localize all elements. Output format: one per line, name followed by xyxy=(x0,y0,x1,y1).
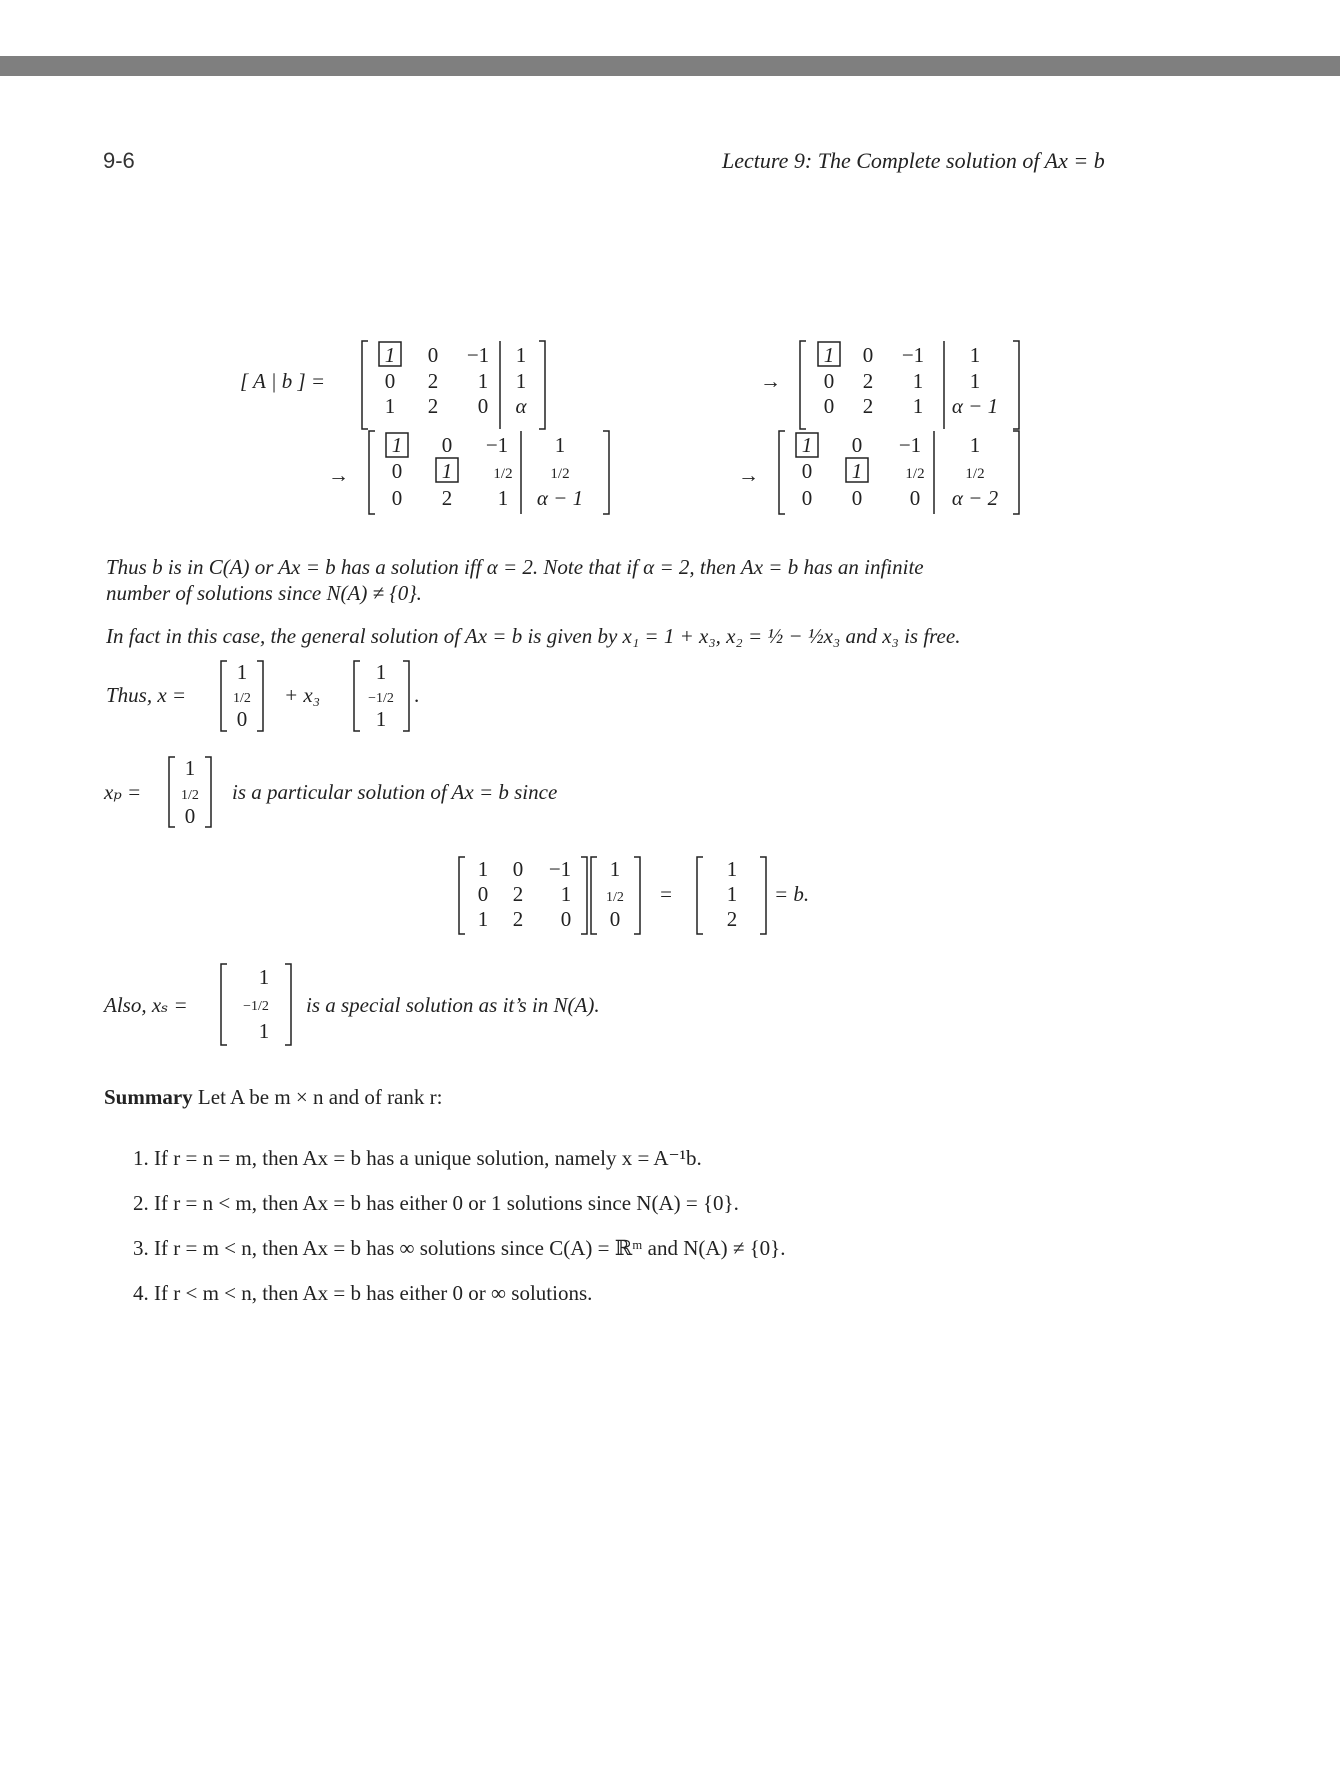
check-A-cell: 0 xyxy=(477,882,489,906)
m4-cell: −1 xyxy=(898,433,922,457)
m3-cell: 0 xyxy=(391,486,403,510)
m2-cell: 1 xyxy=(969,343,981,367)
m2-cell: 1 xyxy=(969,369,981,393)
summary-item: 3. If r = m < n, then Ax = b has ∞ solutions since C(A) = ℝᵐ and N(A) ≠ {0}. xyxy=(133,1236,786,1260)
m3-cell-fraction: 1/2 xyxy=(550,466,570,482)
xp-entry: 0 xyxy=(184,804,196,828)
m4-cell: 0 xyxy=(851,486,863,510)
summary-item: 2. If r = n < m, then Ax = b has either 0 or 1 solutions since N(A) = {0}. xyxy=(133,1191,739,1215)
m4-cell: 0 xyxy=(801,486,813,510)
m3-cell-fraction: 1/2 xyxy=(493,466,513,482)
check-A-cell: 1 xyxy=(477,857,489,881)
equals-b: = b. xyxy=(774,882,810,906)
m1-cell: α xyxy=(515,394,527,418)
plus-x3: + x₃ xyxy=(284,683,321,707)
m1-cell: −1 xyxy=(466,343,490,367)
special-text: is a special solution as it’s in N(A). xyxy=(306,993,600,1017)
particular-text: is a particular solution of Ax = b since xyxy=(232,780,558,804)
m1-cell: 0 xyxy=(477,394,489,418)
m2-cell: −1 xyxy=(901,343,925,367)
xs-entry: 1 xyxy=(375,707,387,731)
b-result-entry: 1 xyxy=(726,857,738,881)
m3-cell: 1 xyxy=(497,486,509,510)
arrow: → xyxy=(328,463,349,487)
xs-entry: 1 xyxy=(375,660,387,684)
m2-cell: 0 xyxy=(823,369,835,393)
xp-entry-fraction: 1/2 xyxy=(233,691,251,706)
m4-cell: 0 xyxy=(909,486,921,510)
m3-cell: 1 xyxy=(554,433,566,457)
m2-cell: 2 xyxy=(862,394,874,418)
xp-label: xₚ = xyxy=(104,780,142,804)
m2-cell: 1 xyxy=(912,369,924,393)
m2-cell: 1 xyxy=(912,394,924,418)
m4-cell: 1 xyxy=(969,433,981,457)
xp-entry: 1 xyxy=(184,756,196,780)
m3-cell: 0 xyxy=(391,459,403,483)
xp-entry: 1 xyxy=(236,660,248,684)
paragraph-general-solution: In fact in this case, the general solution of Ax = b is given by x₁ = 1 + x₃, x₂ = ½ − ½x₃ and x₃ is free. xyxy=(106,624,961,648)
summary-heading: Summary xyxy=(104,1085,193,1109)
check-A-cell: 1 xyxy=(560,882,572,906)
m1-cell: 0 xyxy=(384,369,396,393)
check-A-cell: 2 xyxy=(512,907,524,931)
m3-cell: 1 xyxy=(441,459,453,483)
check-A-cell: −1 xyxy=(548,857,572,881)
summary-item: 4. If r < m < n, then Ax = b has either 0 or ∞ solutions. xyxy=(133,1281,593,1305)
summary-item: 1. If r = n = m, then Ax = b has a unique solution, namely x = A⁻¹b. xyxy=(133,1146,702,1170)
m2-cell: 2 xyxy=(862,369,874,393)
m4-cell: 1 xyxy=(851,459,863,483)
m1-cell: 2 xyxy=(427,394,439,418)
arrow: → xyxy=(738,463,759,487)
m2-cell: 1 xyxy=(823,343,835,367)
m2-cell: 0 xyxy=(862,343,874,367)
m1-cell: 0 xyxy=(427,343,439,367)
m4-cell: α − 2 xyxy=(951,486,999,510)
check-A-cell: 0 xyxy=(512,857,524,881)
m3-cell: 0 xyxy=(441,433,453,457)
m4-cell-fraction: 1/2 xyxy=(965,466,985,482)
m2-cell: 0 xyxy=(823,394,835,418)
check-A-cell: 0 xyxy=(560,907,572,931)
xs-entry-fraction: −1/2 xyxy=(368,691,394,706)
period: . xyxy=(414,683,420,707)
xs-entry: 1 xyxy=(258,1019,270,1043)
aug-label: [ A | b ] = xyxy=(240,369,326,393)
xs-entry: 1 xyxy=(258,965,270,989)
m4-cell: 0 xyxy=(851,433,863,457)
page-number: 9-6 xyxy=(103,148,135,173)
b-result-entry: 2 xyxy=(726,907,738,931)
m3-cell: −1 xyxy=(485,433,509,457)
xp-entry-fraction: 1/2 xyxy=(181,788,199,803)
b-result-entry: 1 xyxy=(726,882,738,906)
running-title: Lecture 9: The Complete solution of Ax = b xyxy=(722,148,1105,173)
summary-line xyxy=(104,1085,442,1110)
check-A-cell: 1 xyxy=(477,907,489,931)
check-x-entry: 0 xyxy=(609,907,621,931)
m1-cell: 1 xyxy=(515,343,527,367)
equals-sign: = xyxy=(660,882,672,906)
m1-cell: 2 xyxy=(427,369,439,393)
m1-cell: 1 xyxy=(384,394,396,418)
m4-cell: 1 xyxy=(801,433,813,457)
arrow: → xyxy=(760,369,781,393)
check-A-cell: 2 xyxy=(512,882,524,906)
m3-cell: α − 1 xyxy=(536,486,584,510)
summary-intro: Let A be m × n and of rank r: xyxy=(197,1085,443,1109)
xs-entry-fraction: −1/2 xyxy=(243,999,269,1014)
xp-entry: 0 xyxy=(236,707,248,731)
check-x-entry-fraction: 1/2 xyxy=(606,890,624,905)
m3-cell: 1 xyxy=(391,433,403,457)
m4-cell: 0 xyxy=(801,459,813,483)
also-label: Also, xₛ = xyxy=(104,993,188,1017)
m1-cell: 1 xyxy=(515,369,527,393)
m1-cell: 1 xyxy=(384,343,396,367)
m1-cell: 1 xyxy=(477,369,489,393)
check-x-entry: 1 xyxy=(609,857,621,881)
m2-cell: α − 1 xyxy=(951,394,999,418)
thus-x-label: Thus, x = xyxy=(106,683,187,707)
m3-cell: 2 xyxy=(441,486,453,510)
paragraph-line: number of solutions since N(A) ≠ {0}. xyxy=(106,581,422,605)
paragraph-line: Thus b is in C(A) or Ax = b has a solution iff α = 2. Note that if α = 2, then Ax = b has an infinite xyxy=(106,555,924,579)
m4-cell-fraction: 1/2 xyxy=(905,466,925,482)
